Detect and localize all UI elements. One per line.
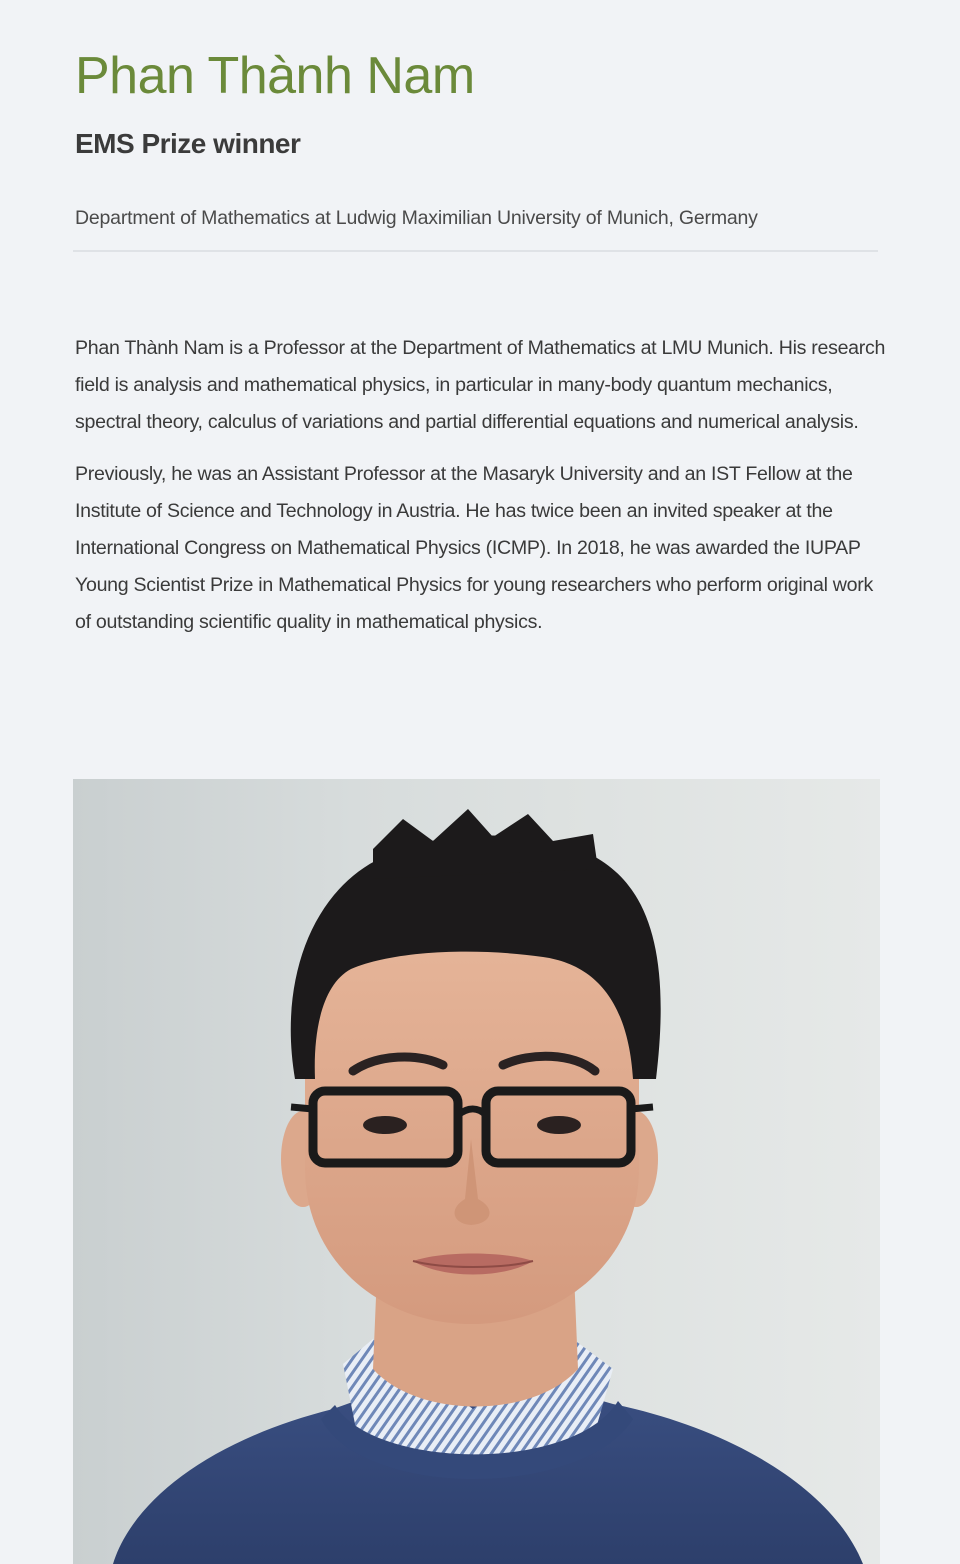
profile-affiliation: Department of Mathematics at Ludwig Maximilian University of Munich, Germany bbox=[75, 207, 758, 229]
bio-section bbox=[75, 330, 887, 656]
bio-paragraph: Phan Thành Nam is a Professor at the Department of Mathematics at LMU Munich. His research field is analysis and mathematical physics, in particular in many-body quantum mechanics, spectral theory, calculus of variations and partial differential equations and numerical analysis. bbox=[75, 337, 886, 434]
bio-paragraph: Previously, he was an Assistant Professor at the Masaryk University and an IST Fellow at the Institute of Science and Technology in Austria. He has twice been an invited speaker at the International Congress on Mathematical Physics (ICMP). In 2018, he was awarded the IUPAP Young Scientist Prize in Mathematical Physics for young researchers who perform original work of outstanding scientific quality in mathematical physics. bbox=[75, 462, 873, 634]
profile-subtitle: EMS Prize winner bbox=[75, 128, 301, 159]
profile-photo bbox=[73, 779, 880, 1564]
profile-name: Phan Thành Nam bbox=[75, 47, 475, 105]
header-divider bbox=[73, 250, 878, 252]
